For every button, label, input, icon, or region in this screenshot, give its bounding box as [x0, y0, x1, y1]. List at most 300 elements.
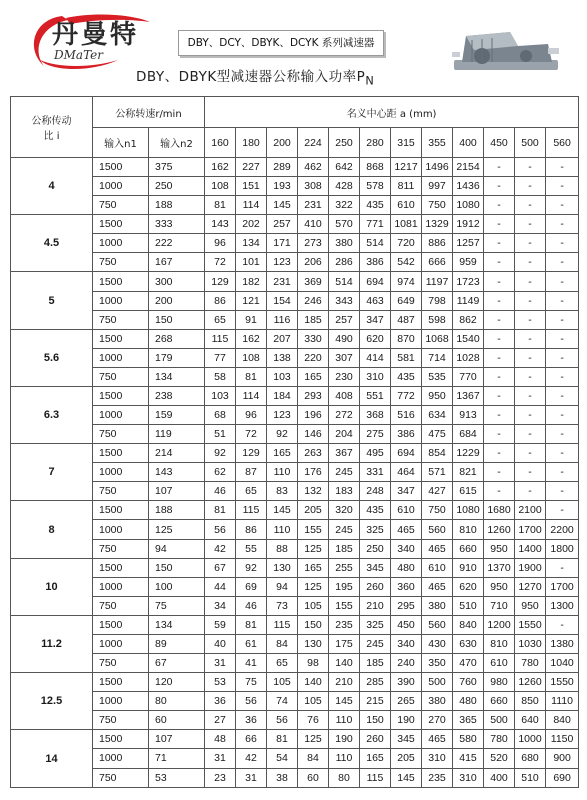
- power-cell: 41: [236, 654, 267, 673]
- center-distance-160: 160: [205, 128, 236, 158]
- n1-cell: 1500: [93, 158, 149, 177]
- power-cell: 1550: [546, 673, 579, 692]
- power-cell: 150: [360, 711, 391, 730]
- power-cell: 810: [484, 634, 515, 653]
- power-cell: 475: [422, 425, 453, 444]
- n2-cell: 159: [149, 406, 205, 425]
- n2-cell: 80: [149, 692, 205, 711]
- power-cell: 96: [205, 234, 236, 253]
- power-cell: 408: [329, 386, 360, 405]
- power-cell: 66: [236, 730, 267, 749]
- power-cell: 750: [422, 196, 453, 215]
- power-cell: 900: [546, 749, 579, 768]
- power-cell: 465: [422, 730, 453, 749]
- power-cell: 240: [391, 654, 422, 673]
- power-cell: 68: [205, 406, 236, 425]
- power-cell: 140: [298, 673, 329, 692]
- power-cell: -: [484, 158, 515, 177]
- n1-cell: 750: [93, 196, 149, 215]
- power-cell: 69: [236, 577, 267, 596]
- power-cell: 959: [453, 253, 484, 272]
- n1-cell: 1000: [93, 463, 149, 482]
- power-cell: 465: [422, 577, 453, 596]
- n1-cell: 1500: [93, 615, 149, 634]
- power-cell: 694: [360, 272, 391, 291]
- power-cell: 48: [205, 730, 236, 749]
- power-cell: 46: [205, 482, 236, 501]
- power-cell: 840: [546, 711, 579, 730]
- power-cell: 1110: [546, 692, 579, 711]
- power-cell: -: [515, 348, 546, 367]
- power-cell: 1496: [422, 158, 453, 177]
- power-cell: 400: [484, 768, 515, 788]
- power-cell: 103: [205, 386, 236, 405]
- power-cell: -: [546, 463, 579, 482]
- n2-cell: 94: [149, 539, 205, 558]
- power-cell: 620: [360, 329, 391, 348]
- power-cell: 463: [360, 291, 391, 310]
- n1-cell: 1500: [93, 272, 149, 291]
- power-cell: 950: [422, 386, 453, 405]
- power-cell: 87: [236, 463, 267, 482]
- power-cell: 275: [360, 425, 391, 444]
- power-cell: -: [515, 367, 546, 386]
- power-cell: 910: [453, 558, 484, 577]
- power-cell: 92: [205, 444, 236, 463]
- n1-cell: 1000: [93, 520, 149, 539]
- table-row: [11, 482, 579, 501]
- power-cell: -: [546, 367, 579, 386]
- power-cell: 123: [267, 253, 298, 272]
- power-cell: 115: [205, 329, 236, 348]
- power-cell: 634: [422, 406, 453, 425]
- power-cell: 974: [391, 272, 422, 291]
- logo-english-text: DMaTer: [54, 48, 103, 62]
- power-cell: 105: [267, 673, 298, 692]
- n2-cell: 89: [149, 634, 205, 653]
- power-cell: 114: [236, 196, 267, 215]
- power-cell: 185: [298, 310, 329, 329]
- power-cell: 165: [298, 558, 329, 577]
- n1-cell: 1000: [93, 291, 149, 310]
- power-cell: 146: [298, 425, 329, 444]
- power-cell: 260: [360, 577, 391, 596]
- power-cell: 386: [360, 253, 391, 272]
- power-cell: 1380: [546, 634, 579, 653]
- power-cell: 1436: [453, 177, 484, 196]
- power-cell: 551: [360, 386, 391, 405]
- power-cell: 694: [391, 444, 422, 463]
- power-cell: 1040: [546, 654, 579, 673]
- power-cell: -: [484, 215, 515, 234]
- power-cell: 132: [298, 482, 329, 501]
- table-header-row: [11, 97, 579, 128]
- power-cell: -: [515, 386, 546, 405]
- ratio-cell: 11.2: [11, 615, 93, 672]
- power-cell: 81: [205, 196, 236, 215]
- power-cell: -: [515, 158, 546, 177]
- power-cell: 1080: [453, 196, 484, 215]
- power-cell: 72: [205, 253, 236, 272]
- center-distance-500: 500: [515, 128, 546, 158]
- power-cell: 1150: [546, 730, 579, 749]
- power-cell: 780: [515, 654, 546, 673]
- power-cell: 130: [267, 558, 298, 577]
- power-cell: 74: [267, 692, 298, 711]
- power-cell: 145: [329, 692, 360, 711]
- power-cell: 480: [391, 558, 422, 577]
- power-cell: 345: [391, 730, 422, 749]
- power-cell: 227: [236, 158, 267, 177]
- power-cell: -: [546, 291, 579, 310]
- power-cell: 850: [515, 692, 546, 711]
- power-cell: 83: [267, 482, 298, 501]
- power-cell: 487: [391, 310, 422, 329]
- center-distance-header: 名义中心距 a (mm): [205, 97, 579, 128]
- n2-cell: 119: [149, 425, 205, 444]
- power-cell: 610: [484, 654, 515, 673]
- n1-cell: 750: [93, 654, 149, 673]
- power-cell: 165: [267, 444, 298, 463]
- power-cell: 343: [329, 291, 360, 310]
- n1-column-header: 输入n1: [93, 128, 149, 158]
- power-cell: -: [546, 177, 579, 196]
- power-cell: 1217: [391, 158, 422, 177]
- power-cell: 77: [205, 348, 236, 367]
- power-cell: 58: [205, 367, 236, 386]
- power-cell: 870: [391, 329, 422, 348]
- n1-cell: 750: [93, 482, 149, 501]
- power-cell: 1367: [453, 386, 484, 405]
- power-cell: 1800: [546, 539, 579, 558]
- power-cell: 1680: [484, 501, 515, 520]
- power-cell: 310: [453, 768, 484, 788]
- power-cell: 273: [298, 234, 329, 253]
- power-cell: 2100: [515, 501, 546, 520]
- power-cell: 1260: [515, 673, 546, 692]
- power-cell: 427: [422, 482, 453, 501]
- table-subheader-row: [11, 128, 579, 158]
- power-cell: 310: [360, 367, 391, 386]
- power-cell: 23: [205, 768, 236, 788]
- power-cell: 185: [329, 539, 360, 558]
- power-cell: 98: [298, 654, 329, 673]
- power-cell: 115: [267, 615, 298, 634]
- power-cell: 55: [236, 539, 267, 558]
- power-cell: 263: [298, 444, 329, 463]
- power-cell: 36: [236, 711, 267, 730]
- power-cell: -: [484, 234, 515, 253]
- power-cell: 289: [267, 158, 298, 177]
- power-cell: 248: [360, 482, 391, 501]
- power-cell: 162: [236, 329, 267, 348]
- power-cell: 65: [267, 654, 298, 673]
- power-cell: 265: [391, 692, 422, 711]
- power-cell: -: [546, 558, 579, 577]
- power-cell: 171: [267, 234, 298, 253]
- power-cell: 680: [515, 749, 546, 768]
- power-cell: 123: [267, 406, 298, 425]
- power-cell: 868: [360, 158, 391, 177]
- power-cell: 810: [453, 520, 484, 539]
- power-cell: -: [515, 310, 546, 329]
- power-cell: 380: [422, 596, 453, 615]
- n2-cell: 238: [149, 386, 205, 405]
- power-cell: 500: [422, 673, 453, 692]
- power-cell: 108: [205, 177, 236, 196]
- power-cell: 798: [422, 291, 453, 310]
- power-cell: 255: [329, 558, 360, 577]
- power-cell: -: [484, 367, 515, 386]
- power-cell: -: [546, 425, 579, 444]
- ratio-cell: 7: [11, 444, 93, 501]
- power-cell: 86: [205, 291, 236, 310]
- power-cell: -: [546, 501, 579, 520]
- power-cell: -: [515, 425, 546, 444]
- power-cell: 293: [298, 386, 329, 405]
- power-cell: 950: [484, 577, 515, 596]
- n2-cell: 268: [149, 329, 205, 348]
- page-header: [0, 0, 587, 96]
- power-cell: -: [515, 329, 546, 348]
- power-cell: -: [546, 329, 579, 348]
- power-cell: 60: [298, 768, 329, 788]
- power-cell: 195: [329, 577, 360, 596]
- n1-cell: 1500: [93, 558, 149, 577]
- power-cell: -: [546, 348, 579, 367]
- power-cell: 1257: [453, 234, 484, 253]
- power-cell: 598: [422, 310, 453, 329]
- power-cell: 193: [267, 177, 298, 196]
- power-cell: 410: [298, 215, 329, 234]
- n1-cell: 1000: [93, 634, 149, 653]
- power-cell: -: [515, 253, 546, 272]
- n1-cell: 1500: [93, 386, 149, 405]
- power-cell: 143: [205, 215, 236, 234]
- power-cell: 72: [236, 425, 267, 444]
- power-cell: 110: [267, 520, 298, 539]
- power-cell: 1912: [453, 215, 484, 234]
- power-cell: 750: [422, 501, 453, 520]
- power-cell: -: [515, 444, 546, 463]
- power-cell: 1260: [484, 520, 515, 539]
- power-cell: 196: [298, 406, 329, 425]
- power-cell: 581: [391, 348, 422, 367]
- power-cell: -: [515, 463, 546, 482]
- table-body: [11, 158, 579, 788]
- power-cell: -: [484, 406, 515, 425]
- power-cell: 202: [236, 215, 267, 234]
- power-cell: 130: [298, 634, 329, 653]
- power-cell: 516: [391, 406, 422, 425]
- table-row: [11, 596, 579, 615]
- n1-cell: 1500: [93, 329, 149, 348]
- power-cell: -: [515, 406, 546, 425]
- power-cell: -: [546, 196, 579, 215]
- table-row: [11, 177, 579, 196]
- power-cell: 125: [298, 730, 329, 749]
- n2-column-header: 输入n2: [149, 128, 205, 158]
- table-row: [11, 615, 579, 634]
- ratio-cell: 4.5: [11, 215, 93, 272]
- power-cell: 175: [329, 634, 360, 653]
- power-cell: 1229: [453, 444, 484, 463]
- power-cell: 61: [236, 634, 267, 653]
- power-cell: -: [484, 444, 515, 463]
- n1-cell: 1000: [93, 406, 149, 425]
- power-cell: 110: [329, 749, 360, 768]
- power-cell: -: [484, 425, 515, 444]
- power-cell: 62: [205, 463, 236, 482]
- center-distance-560: 560: [546, 128, 579, 158]
- power-cell: 162: [205, 158, 236, 177]
- power-cell: 285: [360, 673, 391, 692]
- power-cell: 710: [484, 596, 515, 615]
- power-cell: 666: [422, 253, 453, 272]
- power-cell: 260: [360, 730, 391, 749]
- n2-cell: 300: [149, 272, 205, 291]
- n2-cell: 214: [149, 444, 205, 463]
- power-cell: 386: [391, 425, 422, 444]
- table-row: [11, 558, 579, 577]
- n2-cell: 107: [149, 730, 205, 749]
- power-cell: 714: [422, 348, 453, 367]
- power-cell: 368: [360, 406, 391, 425]
- power-cell: 110: [267, 463, 298, 482]
- n2-cell: 200: [149, 291, 205, 310]
- power-cell: 231: [267, 272, 298, 291]
- n2-cell: 60: [149, 711, 205, 730]
- power-cell: 2200: [546, 520, 579, 539]
- power-cell: 53: [205, 673, 236, 692]
- power-cell: 34: [205, 596, 236, 615]
- n1-cell: 1000: [93, 749, 149, 768]
- power-cell: 231: [298, 196, 329, 215]
- power-cell: 684: [453, 425, 484, 444]
- power-cell: 325: [360, 615, 391, 634]
- power-cell: 81: [236, 367, 267, 386]
- power-cell: 610: [422, 558, 453, 577]
- table-row: [11, 730, 579, 749]
- table-row: [11, 386, 579, 405]
- power-cell: 235: [422, 768, 453, 788]
- n1-cell: 1500: [93, 444, 149, 463]
- center-distance-450: 450: [484, 128, 515, 158]
- table-row: [11, 444, 579, 463]
- power-cell: 1081: [391, 215, 422, 234]
- power-cell: -: [484, 348, 515, 367]
- n2-cell: 53: [149, 768, 205, 788]
- n2-cell: 188: [149, 501, 205, 520]
- power-cell: 1550: [515, 615, 546, 634]
- power-cell: 331: [360, 463, 391, 482]
- logo-chinese-text: 丹曼特: [52, 20, 140, 50]
- power-cell: -: [515, 215, 546, 234]
- power-cell: 40: [205, 634, 236, 653]
- n1-cell: 1500: [93, 730, 149, 749]
- power-cell: 207: [267, 329, 298, 348]
- table-row: [11, 253, 579, 272]
- ratio-header-line1: 公称传动: [31, 116, 72, 127]
- power-cell: 350: [422, 654, 453, 673]
- table-row: [11, 692, 579, 711]
- power-cell: 230: [329, 367, 360, 386]
- power-cell: 65: [236, 482, 267, 501]
- power-cell: -: [515, 272, 546, 291]
- n2-cell: 75: [149, 596, 205, 615]
- power-cell: -: [546, 444, 579, 463]
- power-cell: 54: [267, 749, 298, 768]
- power-cell: -: [546, 386, 579, 405]
- power-cell: 80: [329, 768, 360, 788]
- power-cell: -: [546, 215, 579, 234]
- power-cell: 580: [453, 730, 484, 749]
- power-cell: 86: [236, 520, 267, 539]
- power-cell: 73: [267, 596, 298, 615]
- power-cell: 514: [360, 234, 391, 253]
- power-cell: 81: [236, 615, 267, 634]
- power-cell: 220: [298, 348, 329, 367]
- table-row: [11, 272, 579, 291]
- power-cell: 821: [453, 463, 484, 482]
- power-cell: 56: [267, 711, 298, 730]
- power-cell: 560: [422, 520, 453, 539]
- page-title-text: DBY、DBYK型减速器公称输入功率P: [136, 69, 366, 85]
- power-cell: 1700: [546, 577, 579, 596]
- power-cell: 571: [422, 463, 453, 482]
- ratio-cell: 10: [11, 558, 93, 615]
- n2-cell: 107: [149, 482, 205, 501]
- power-cell: 270: [422, 711, 453, 730]
- table-row: [11, 539, 579, 558]
- power-cell: 307: [329, 348, 360, 367]
- power-cell: 56: [236, 692, 267, 711]
- power-cell: 114: [236, 386, 267, 405]
- power-cell: 1300: [546, 596, 579, 615]
- power-cell: 1723: [453, 272, 484, 291]
- n1-cell: 1000: [93, 577, 149, 596]
- n2-cell: 120: [149, 673, 205, 692]
- n2-cell: 188: [149, 196, 205, 215]
- power-cell: 470: [453, 654, 484, 673]
- power-cell: 886: [422, 234, 453, 253]
- power-cell: 360: [391, 577, 422, 596]
- n1-cell: 750: [93, 539, 149, 558]
- n2-cell: 100: [149, 577, 205, 596]
- ratio-column-header: [11, 97, 93, 158]
- power-cell: 347: [391, 482, 422, 501]
- power-cell: 620: [453, 577, 484, 596]
- table-row: [11, 196, 579, 215]
- power-cell: 31: [205, 654, 236, 673]
- table-row: [11, 768, 579, 788]
- table-row: [11, 329, 579, 348]
- power-cell: 1149: [453, 291, 484, 310]
- power-cell: 59: [205, 615, 236, 634]
- power-cell: 615: [453, 482, 484, 501]
- ratio-cell: 5: [11, 272, 93, 329]
- table-row: [11, 520, 579, 539]
- n1-cell: 1500: [93, 501, 149, 520]
- power-cell: 1700: [515, 520, 546, 539]
- table-row: [11, 749, 579, 768]
- power-cell: 129: [236, 444, 267, 463]
- speed-column-header: 公称转速r/min: [93, 97, 205, 128]
- power-cell: 630: [453, 634, 484, 653]
- power-cell: 510: [515, 768, 546, 788]
- power-cell: 430: [422, 634, 453, 653]
- power-cell: 780: [484, 730, 515, 749]
